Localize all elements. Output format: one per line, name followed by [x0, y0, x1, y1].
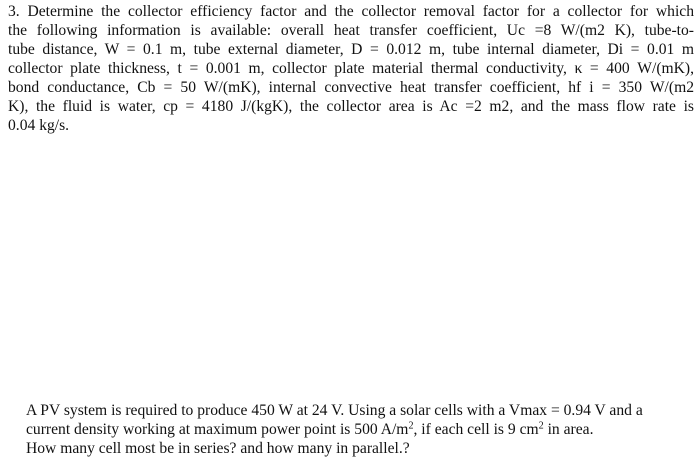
pv-square-superscript-1: 2	[408, 420, 414, 432]
pv-question-paragraph	[26, 401, 694, 458]
pv-question-line-3: How many cell most be in series? and how many in parallel.?	[26, 440, 410, 457]
pv-question-line-2	[26, 420, 694, 439]
pv-square-superscript-2: 2	[538, 420, 544, 432]
question-3-line-5: bond conductance, Cb = 50 W/(mK), internal convective heat transfer coefficient, hf i = 350 W/(m2	[8, 79, 694, 96]
question-3-line-6: K), the fluid is water, cp = 4180 J/(kgK), the collector area is Ac =2 m2, and the mass flow rate is	[8, 98, 694, 115]
question-3-line-4: collector plate thickness, t = 0.001 m, collector plate material thermal conductivity, κ = 400 W/(mK),	[8, 60, 694, 77]
pv-current-density-text: current density working at maximum power point is 500 A/m	[26, 421, 409, 438]
pv-question-line-1: A PV system is required to produce 450 W at 24 V. Using a solar cells with a Vmax = 0.94 V and a	[26, 402, 643, 419]
question-3-line-2: the following information is available: overall heat transfer coefficient, Uc =8 W/(m2 K), tube-to-	[8, 22, 694, 39]
pv-area-suffix-text: in area.	[543, 421, 594, 438]
pv-cell-area-text: , if each cell is 9 cm	[413, 421, 539, 438]
question-3-paragraph	[8, 2, 694, 135]
question-3-line-3: tube distance, W = 0.1 m, tube external diameter, D = 0.012 m, tube internal diameter, Di = 0.01 m	[8, 41, 694, 58]
question-3-line-7: 0.04 kg/s.	[8, 117, 70, 134]
question-3-line-1: 3. Determine the collector efficiency factor and the collector removal factor for a collector for which	[8, 3, 694, 20]
